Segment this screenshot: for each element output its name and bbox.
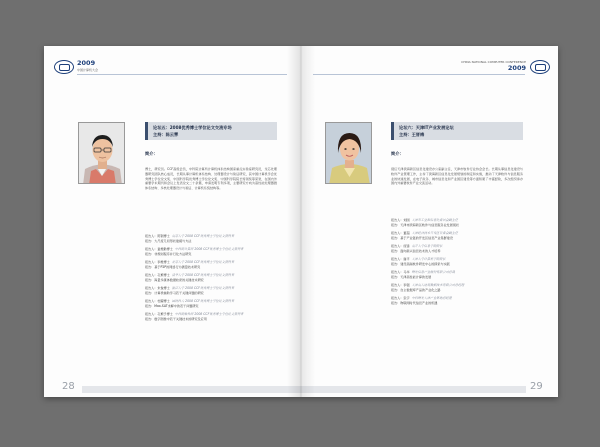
talk-title: 物联网时代信息产业的机遇 (400, 300, 438, 305)
talk-label: 报告： (145, 290, 155, 295)
talk-label: 报告： (145, 251, 155, 256)
footer-bar (82, 386, 301, 393)
talk-speaker: 谢平 (403, 257, 410, 261)
talk-list (145, 234, 285, 321)
talk-label: 报告人： (145, 312, 158, 316)
male-portrait-illustration (79, 123, 125, 184)
talk-label: 报告人： (145, 234, 158, 238)
talk-title: 天津市滨海新区软件与信息服务业发展现状 (400, 222, 460, 227)
intro-heading: 简介： (391, 151, 404, 156)
talk-title: 非规则程序并行化方法研究 (154, 251, 192, 256)
footer-bar (301, 386, 526, 393)
forum-chair: 主持：陈云霁 (153, 132, 179, 137)
talk-label: 报告人： (145, 273, 158, 277)
talk-title: 基于P2P的网络行为测量技术研究 (154, 264, 201, 269)
talk-list (391, 218, 531, 305)
talk-speaker: 朱俊博士 (157, 286, 170, 290)
talk-title: 建设高端软件研发中心的探索与实践 (400, 261, 450, 266)
talk-entry (391, 275, 531, 280)
talk-entry (145, 317, 285, 322)
talk-entry (391, 249, 531, 254)
forum-header (391, 122, 523, 140)
talk-speaker: 刘国 (403, 218, 410, 222)
talk-title: 数字图像中若干关键技术的研究及应用 (154, 316, 207, 321)
talk-speaker: 孔繁博士 (157, 273, 170, 277)
talk-label: 报告人： (391, 296, 404, 300)
talk-label: 报告人： (145, 247, 158, 251)
speaker-affiliation: 南京大学 2008 CCF优秀博士学位论文获得者 (171, 234, 235, 238)
talk-entry (145, 304, 285, 309)
speaker-affiliation: 天津大学计算机学院院长 (411, 257, 446, 261)
talk-label: 报告人： (391, 231, 404, 235)
talk-entry (391, 236, 531, 241)
forum-chair: 主持：王晋梅 (399, 132, 425, 137)
talk-title: 海量多媒体数据检索的关键技术研究 (154, 277, 204, 282)
talk-label: 报告： (391, 274, 401, 279)
forum-header (145, 122, 277, 140)
talk-title: 大尺度几何形状建模与方法 (154, 238, 192, 243)
talk-title: 基于产业链的开发区信息产业集群建设 (400, 235, 453, 240)
forum-title: 论坛五：2008优秀博士学位论文交流专场 (153, 125, 232, 130)
talk-label: 报告： (391, 287, 401, 292)
header-subtitle: 中国计算机大会 (77, 68, 99, 72)
talk-speaker: 董超 (403, 231, 410, 235)
talk-title: 计算机辅助学习若干关键问题的研究 (154, 290, 204, 295)
talk-label: 报告人： (145, 260, 158, 264)
left-page (44, 46, 301, 397)
talk-speaker: 孔繁予博士 (157, 312, 173, 316)
talk-label: 报告： (145, 238, 155, 243)
conference-logo-icon (54, 60, 74, 74)
talk-entry (391, 262, 531, 267)
talk-label: 报告： (391, 222, 401, 227)
speaker-affiliation: 清华大学 2008 CCF优秀博士学位论文获得者 (171, 273, 235, 277)
talk-entry (145, 278, 285, 283)
talk-entry (145, 252, 285, 257)
talk-entry (145, 239, 285, 244)
speaker-affiliation: 中科院计算所 2008 CCF优秀博士学位论文获得者 (174, 247, 244, 251)
conference-logo-icon (530, 60, 550, 74)
speaker-affiliation: 浙江大学 2008 CCF优秀博士学位论文获得者 (171, 286, 235, 290)
talk-speaker: 张宇 (403, 296, 410, 300)
speaker-portrait (325, 122, 372, 184)
talk-speaker: 庞锋 (403, 244, 410, 248)
speaker-affiliation: 中科院软件所 2008 CCF优秀博士学位论文获得者 (174, 312, 244, 316)
speaker-affiliation: 曙光信息产业股份有限公司总裁 (411, 270, 455, 274)
talk-speaker: 马华 (403, 270, 410, 274)
speaker-affiliation: 天津市工业和信息化委员会副主任 (411, 218, 458, 222)
talk-label: 报告： (145, 264, 155, 269)
talk-entry (145, 291, 285, 296)
talk-entry (391, 288, 531, 293)
talk-label: 报告： (145, 277, 155, 282)
page-number: 28 (62, 381, 75, 392)
page-number: 29 (530, 381, 543, 392)
header-year: 2009 (507, 64, 526, 72)
header-year: 2009 (77, 59, 96, 67)
talk-title: Max-SAT求解中的若干问题研究 (154, 303, 199, 308)
talk-speaker: 李维博士 (157, 260, 170, 264)
book-spread (44, 46, 558, 397)
header-divider (77, 74, 287, 75)
talk-label: 报告人： (391, 270, 404, 274)
forum-title: 论坛六：天津IT产业发展论坛 (399, 125, 454, 130)
talk-label: 报告人： (145, 299, 158, 303)
talk-label: 报告： (145, 303, 155, 308)
talk-entry (391, 301, 531, 306)
speaker-portrait (78, 122, 125, 184)
talk-label: 报告： (391, 235, 401, 240)
talk-speaker: 童维勤博士 (157, 247, 173, 251)
speaker-affiliation: 北京大学 2008 CCF优秀博士学位论文获得者 (171, 260, 235, 264)
talk-title: 面向新兴信息技术的人才培养 (400, 248, 441, 253)
talk-label: 报告人： (391, 218, 404, 222)
talk-label: 报告： (391, 248, 401, 253)
talk-label: 报告人： (391, 244, 404, 248)
speaker-affiliation: 天津经济技术开发区管委会副主任 (411, 231, 458, 235)
talk-title: 自主数据库产品的产业化之路 (400, 287, 441, 292)
chair-bio: 现任天津滨海新区信息化建设办公室副主任，天津市软件行业协会会长。长期从事信息化建设与软件产业管理工作，主持了滨海新区信息化发展规划的制定和实施，推动了天津软件与信息服务业的快速发展，在电子政务、城市信息化和产业园区建设等方面积累了丰富经验，多次组织承办国内外重要软件产业交流活动。 (391, 167, 523, 186)
talk-label: 报告： (391, 300, 401, 305)
speaker-affiliation: 天津南大通用数据技术有限公司总经理 (411, 283, 465, 287)
chair-bio: 博士，研究员。CCF高级会员，中科院计算所计算机体系结构国家重点实验室研究员，龙芯处理器研究团队核心成员，长期从事计算机体系结构、处理器设计与验证研究，获中国计算机学会优秀博士学位论文奖、中国科学院优秀博士学位论文奖、中国科学院院长特别奖等荣誉，在国内外重要学术期刊和会议上发表论文二十余篇，申请发明专利多项，主要研究方向为高性能处理器微体系结构、多核处理器设计与验证、计算机系统结构等。 (145, 167, 277, 191)
speaker-affiliation: 中科曙光天津产业基地总经理 (411, 296, 452, 300)
talk-speaker: 陈钢博士 (157, 234, 170, 238)
header-divider (313, 74, 525, 75)
talk-title: 天津高性能计算的发展 (400, 274, 432, 279)
right-page (301, 46, 558, 397)
talk-entry (145, 265, 285, 270)
talk-label: 报告： (391, 261, 401, 266)
talk-speaker: 杜曜博士 (157, 299, 170, 303)
intro-heading: 简介： (145, 151, 158, 156)
speaker-affiliation: 国防科大 2008 CCF优秀博士学位论文获得者 (171, 299, 235, 303)
female-portrait-illustration (326, 123, 372, 184)
header-conference-name: CHINA NATIONAL COMPUTER CONFERENCE (461, 60, 526, 64)
talk-label: 报告人： (391, 257, 404, 261)
talk-label: 报告： (145, 316, 155, 321)
speaker-affiliation: 南开大学信息学院院长 (411, 244, 443, 248)
talk-entry (391, 223, 531, 228)
talk-label: 报告人： (391, 283, 404, 287)
talk-speaker: 李强 (403, 283, 410, 287)
talk-label: 报告人： (145, 286, 158, 290)
